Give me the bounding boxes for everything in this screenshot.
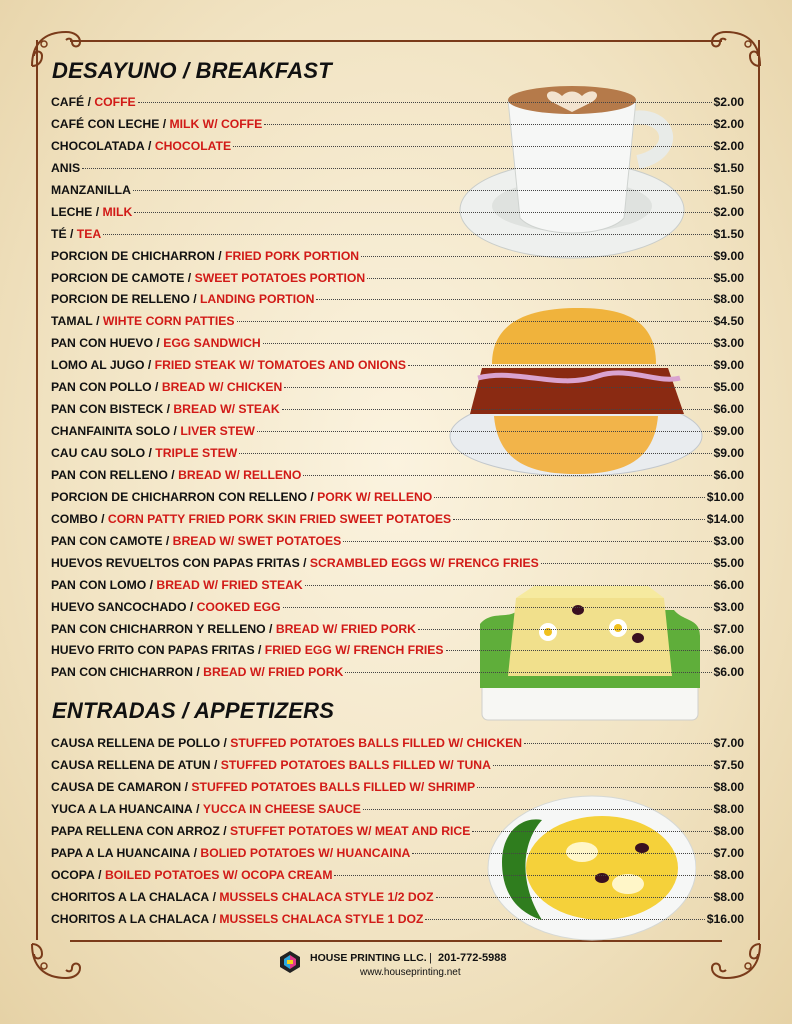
menu-item-english-name: BREAD W/ CHICKEN xyxy=(161,380,283,395)
menu-item-spanish-name: LECHE xyxy=(51,204,93,219)
menu-item-english-name: FRIED PORK PORTION xyxy=(225,248,360,263)
menu-item-separator: / xyxy=(184,270,195,285)
menu-item xyxy=(51,868,744,890)
menu-item-english-name: BOLIED POTATOES W/ HUANCAINA xyxy=(200,845,411,860)
menu-item-english-name: LIVER STEW xyxy=(180,424,255,439)
menu-item xyxy=(51,402,744,424)
menu-item-separator: / xyxy=(254,643,265,658)
menu-item-separator: / xyxy=(94,867,105,882)
menu-item-price: $9.00 xyxy=(713,446,744,460)
menu-item-price: $14.00 xyxy=(706,511,744,526)
menu-item-spanish-name: CAFÉ CON LECHE xyxy=(51,116,160,131)
menu-item-spanish-name: CAUSA RELLENA DE ATUN xyxy=(51,757,211,772)
menu-item-separator: / xyxy=(66,226,77,241)
menu-item-dot-leader xyxy=(524,743,711,744)
menu-item-dot-leader xyxy=(334,875,711,876)
menu-item-separator: / xyxy=(210,757,221,772)
menu-item-english-name: FRIED STEAK W/ TOMATOES AND ONIONS xyxy=(154,358,407,373)
menu-item-separator: / xyxy=(92,204,103,219)
menu-item xyxy=(51,890,744,912)
menu-item-separator: / xyxy=(306,489,318,504)
menu-item-spanish-name: PAN CON BISTECK xyxy=(51,402,164,417)
menu-item-dot-leader xyxy=(493,765,712,766)
menu-item-dot-leader xyxy=(541,563,712,564)
menu-item-separator: / xyxy=(146,577,157,592)
menu-item-english-name: CORN PATTY FRIED PORK SKIN FRIED SWEET POTATOES xyxy=(107,511,452,526)
menu-item-spanish-name: COMBO xyxy=(51,511,98,526)
menu-item-dot-leader xyxy=(436,897,712,898)
menu-item-dot-leader xyxy=(363,809,712,810)
menu-item xyxy=(51,846,744,868)
menu-item-dot-leader xyxy=(82,168,711,169)
menu-item-english-name: COOKED EGG xyxy=(196,599,281,614)
menu-item-separator: / xyxy=(167,467,179,482)
menu-item xyxy=(51,556,744,578)
menu-item-english-name: STUFFED POTATOES BALLS FILLED W/ SHRIMP xyxy=(191,779,476,794)
menu-item-spanish-name: PORCION DE RELLENO xyxy=(51,292,190,307)
menu-item-english-name: BREAD W/ FRIED PORK xyxy=(275,621,416,636)
menu-item-dot-leader xyxy=(434,497,704,498)
menu-item-english-name: SCRAMBLED EGGS W/ FRENCG FRIES xyxy=(309,555,539,570)
menu-item-spanish-name: CAUSA DE CAMARON xyxy=(51,779,182,794)
menu-item xyxy=(51,117,744,139)
menu-item-spanish-name: PAN CON CHICHARRON xyxy=(51,665,193,680)
menu-item-price: $6.00 xyxy=(713,467,744,482)
menu-item xyxy=(51,249,744,271)
menu-item xyxy=(51,424,744,446)
menu-item-dot-leader xyxy=(418,629,712,630)
menu-item-dot-leader xyxy=(103,234,711,235)
menu-item xyxy=(51,780,744,802)
menu-item-spanish-name: LOMO AL JUGO xyxy=(51,358,145,373)
menu-item-dot-leader xyxy=(237,321,712,322)
menu-item-dot-leader xyxy=(453,519,705,520)
menu-item xyxy=(51,205,744,227)
menu-item-dot-leader xyxy=(316,299,711,300)
menu-item-english-name: STUFFET POTATOES W/ MEAT AND RICE xyxy=(230,823,471,838)
menu-item-separator: / xyxy=(209,911,220,926)
menu-item xyxy=(51,183,744,205)
menu-item-spanish-name: PAN CON CAMOTE xyxy=(51,533,163,548)
menu-item-spanish-name: PAN CON CHICHARRON Y RELLENO xyxy=(51,621,266,636)
menu-item-dot-leader xyxy=(446,650,712,651)
menu-item-price: $9.00 xyxy=(713,248,744,263)
menu-item xyxy=(51,468,744,490)
menu-item-english-name: TRIPLE STEW xyxy=(155,446,238,460)
menu-item xyxy=(51,139,744,161)
menu-item-english-name: SWEET POTATOES PORTION xyxy=(194,270,366,285)
menu-item-price: $4.50 xyxy=(713,314,744,329)
menu-item-price: $8.00 xyxy=(713,779,744,794)
menu-item-spanish-name: CAUSA RELLENA DE POLLO xyxy=(51,736,221,750)
menu-item xyxy=(51,95,744,117)
appetizers-menu-list xyxy=(51,736,744,933)
house-printing-logo-icon xyxy=(278,950,302,974)
menu-item-spanish-name: TÉ xyxy=(51,226,67,241)
menu-item-english-name: YUCCA IN CHEESE SAUCE xyxy=(202,801,361,816)
menu-item-dot-leader xyxy=(303,475,711,476)
menu-item-separator: / xyxy=(219,823,230,838)
menu-item-spanish-name: HUEVOS REVUELTOS CON PAPAS FRITAS xyxy=(51,555,300,570)
menu-item-price: $7.00 xyxy=(713,621,744,636)
menu-item-separator: / xyxy=(189,292,200,307)
menu-item-spanish-name: PORCION DE CAMOTE xyxy=(51,270,185,285)
menu-item xyxy=(51,824,744,846)
menu-item-price: $3.00 xyxy=(713,336,744,351)
menu-item xyxy=(51,912,744,934)
menu-item-separator: / xyxy=(144,358,155,373)
menu-item-price: $1.50 xyxy=(713,160,744,175)
menu-item-dot-leader xyxy=(408,365,711,366)
menu-item xyxy=(51,665,744,687)
menu-item-spanish-name: ANIS xyxy=(51,160,81,175)
footer-divider: | xyxy=(429,952,432,964)
menu-item-english-name: MILK W/ COFFE xyxy=(169,116,263,131)
menu-item xyxy=(51,358,744,380)
menu-item-price: $7.00 xyxy=(713,845,744,860)
menu-item-separator: / xyxy=(209,889,220,904)
menu-item-separator: / xyxy=(97,511,108,526)
menu-item-english-name: MILK xyxy=(102,204,133,219)
menu-item xyxy=(51,292,744,314)
menu-item-spanish-name: HUEVO FRITO CON PAPAS FRITAS xyxy=(51,643,255,658)
menu-item xyxy=(51,512,744,534)
menu-item-separator: / xyxy=(145,446,156,460)
menu-item-separator: / xyxy=(186,599,197,614)
menu-item-english-name: MUSSELS CHALACA STYLE 1 DOZ xyxy=(219,911,424,926)
menu-item-dot-leader xyxy=(239,453,711,454)
menu-item-spanish-name: OCOPA xyxy=(51,867,95,882)
frame-top-rule xyxy=(70,40,722,42)
menu-item-price: $5.00 xyxy=(713,270,744,285)
menu-item-separator: / xyxy=(92,314,103,329)
corner-ornament-icon xyxy=(708,936,768,986)
menu-item-dot-leader xyxy=(263,343,712,344)
menu-item-english-name: BREAD W/ RELLENO xyxy=(178,467,302,482)
menu-item-separator: / xyxy=(190,845,201,860)
menu-item-price: $5.00 xyxy=(713,380,744,395)
menu-item-spanish-name: CHORITOS A LA CHALACA xyxy=(51,889,210,904)
menu-item-price: $2.00 xyxy=(713,116,744,131)
menu-item-dot-leader xyxy=(133,190,712,191)
menu-item-english-name: STUFFED POTATOES BALLS FILLED W/ CHICKEN xyxy=(230,736,523,750)
menu-item-dot-leader xyxy=(134,212,711,213)
menu-item-dot-leader xyxy=(477,787,711,788)
menu-item-english-name: BREAD W/ STEAK xyxy=(173,402,280,417)
menu-item-english-name: MUSSELS CHALACA STYLE 1/2 DOZ xyxy=(219,889,434,904)
menu-item-price: $1.50 xyxy=(713,226,744,241)
menu-item-separator: / xyxy=(220,736,231,750)
menu-item-spanish-name: CHORITOS A LA CHALACA xyxy=(51,911,210,926)
menu-item-price: $6.00 xyxy=(713,643,744,658)
menu-item-price: $7.50 xyxy=(713,757,744,772)
menu-item-dot-leader xyxy=(343,541,711,542)
menu-item xyxy=(51,490,744,512)
menu-item xyxy=(51,534,744,556)
footer-website-link[interactable]: www.houseprinting.net xyxy=(360,967,461,978)
menu-item-dot-leader xyxy=(412,853,711,854)
menu-item-dot-leader xyxy=(284,387,711,388)
menu-item-price: $8.00 xyxy=(713,889,744,904)
menu-item-price: $1.50 xyxy=(713,182,744,197)
menu-item-spanish-name: PAN CON LOMO xyxy=(51,577,147,592)
menu-item-price: $5.00 xyxy=(713,555,744,570)
menu-item-price: $8.00 xyxy=(713,823,744,838)
menu-item-dot-leader xyxy=(361,256,711,257)
menu-item-spanish-name: YUCA A LA HUANCAINA xyxy=(51,801,193,816)
menu-item-separator: / xyxy=(265,621,276,636)
menu-item-english-name: BREAD W/ FRIED PORK xyxy=(203,665,344,680)
menu-item-english-name: BREAD W/ FRIED STEAK xyxy=(156,577,303,592)
menu-item-price: $16.00 xyxy=(706,911,744,926)
menu-item xyxy=(51,622,744,644)
menu-item-spanish-name: CAU CAU SOLO xyxy=(51,446,146,460)
menu-item-english-name: BOILED POTATOES W/ OCOPA CREAM xyxy=(104,867,333,882)
menu-item xyxy=(51,314,744,336)
menu-item-price: $2.00 xyxy=(713,95,744,109)
menu-item xyxy=(51,271,744,293)
menu-item-dot-leader xyxy=(264,124,711,125)
menu-item-spanish-name: CHOCOLATADA xyxy=(51,138,145,153)
menu-item-spanish-name: PAPA RELLENA CON ARROZ xyxy=(51,823,220,838)
menu-item-english-name: LANDING PORTION xyxy=(199,292,315,307)
menu-item-price: $2.00 xyxy=(713,138,744,153)
menu-item xyxy=(51,600,744,622)
menu-item-separator: / xyxy=(159,116,170,131)
footer-company-name: HOUSE PRINTING LLC. xyxy=(310,952,427,964)
menu-item-spanish-name: PAN CON POLLO xyxy=(51,380,152,395)
menu-item-english-name: WIHTE CORN PATTIES xyxy=(102,314,235,329)
printer-footer xyxy=(278,946,518,986)
menu-item-dot-leader xyxy=(283,607,712,608)
menu-item-spanish-name: CAFÉ xyxy=(51,95,85,109)
menu-item-english-name: STUFFED POTATOES BALLS FILLED W/ TUNA xyxy=(220,757,491,772)
menu-item xyxy=(51,736,744,758)
menu-item-price: $3.00 xyxy=(713,599,744,614)
menu-item-english-name: EGG SANDWICH xyxy=(163,336,261,351)
corner-ornament-icon xyxy=(708,24,768,74)
menu-item-spanish-name: CHANFAINITA SOLO xyxy=(51,424,171,439)
menu-item-english-name: COFFE xyxy=(94,95,136,109)
menu-item xyxy=(51,578,744,600)
menu-item-separator: / xyxy=(144,138,155,153)
menu-item xyxy=(51,643,744,665)
menu-item-separator: / xyxy=(163,402,174,417)
menu-item-dot-leader xyxy=(305,585,712,586)
menu-item-spanish-name: HUEVO SANCOCHADO xyxy=(51,599,187,614)
menu-item-english-name: TEA xyxy=(76,226,102,241)
menu-item-spanish-name: PAN CON HUEVO xyxy=(51,336,154,351)
menu-item-dot-leader xyxy=(425,919,704,920)
menu-item-separator: / xyxy=(162,533,173,548)
menu-item-separator: / xyxy=(192,801,203,816)
menu-item-dot-leader xyxy=(472,831,711,832)
breakfast-section-title: DESAYUNO / BREAKFAST xyxy=(52,58,332,83)
menu-item-price: $2.00 xyxy=(713,204,744,219)
menu-item-english-name: CHOCOLATE xyxy=(154,138,232,153)
menu-item-price: $8.00 xyxy=(713,867,744,882)
menu-item-separator: / xyxy=(170,424,181,439)
menu-item-price: $9.00 xyxy=(713,358,744,373)
menu-item-separator: / xyxy=(84,95,95,109)
menu-item-spanish-name: TAMAL xyxy=(51,314,93,329)
menu-item xyxy=(51,446,744,468)
menu-item-spanish-name: MANZANILLA xyxy=(51,182,131,197)
menu-item-price: $10.00 xyxy=(706,489,744,504)
breakfast-menu-list xyxy=(51,95,744,687)
footer-phone: 201-772-5988 xyxy=(438,952,507,964)
menu-item xyxy=(51,161,744,183)
menu-item-spanish-name: PAPA A LA HUANCAINA xyxy=(51,845,191,860)
menu-item-price: $6.00 xyxy=(713,665,744,680)
menu-item-spanish-name: PAN CON RELLENO xyxy=(51,467,168,482)
menu-item-separator: / xyxy=(299,555,310,570)
menu-item-price: $9.00 xyxy=(713,424,744,439)
menu-item-dot-leader xyxy=(233,146,711,147)
menu-item xyxy=(51,380,744,402)
menu-item-separator: / xyxy=(181,779,192,794)
menu-item-dot-leader xyxy=(138,102,712,103)
menu-item-price: $7.00 xyxy=(713,736,744,750)
menu-item xyxy=(51,758,744,780)
menu-item-english-name: FRIED EGG W/ FRENCH FRIES xyxy=(264,643,444,658)
menu-item-separator: / xyxy=(153,336,164,351)
menu-item-spanish-name: PORCION DE CHICHARRON CON RELLENO xyxy=(51,489,307,504)
menu-item-english-name: PORK W/ RELLENO xyxy=(317,489,433,504)
menu-item-price: $6.00 xyxy=(713,402,744,417)
menu-item-dot-leader xyxy=(367,278,711,279)
menu-item-price: $6.00 xyxy=(713,577,744,592)
menu-item xyxy=(51,227,744,249)
menu-item-price: $8.00 xyxy=(713,292,744,307)
menu-item-separator: / xyxy=(192,665,204,680)
menu-item-dot-leader xyxy=(345,672,711,673)
menu-item xyxy=(51,802,744,824)
menu-item-dot-leader xyxy=(282,409,712,410)
menu-item-price: $8.00 xyxy=(713,801,744,816)
menu-item-separator: / xyxy=(214,248,226,263)
menu-item-separator: / xyxy=(151,380,162,395)
menu-item xyxy=(51,336,744,358)
menu-item-dot-leader xyxy=(257,431,712,432)
menu-item-english-name: BREAD W/ SWET POTATOES xyxy=(172,533,342,548)
menu-item-spanish-name: PORCION DE CHICHARRON xyxy=(51,248,215,263)
appetizers-section-title: ENTRADAS / APPETIZERS xyxy=(52,698,335,723)
menu-item-price: $3.00 xyxy=(713,533,744,548)
corner-ornament-icon xyxy=(24,936,84,986)
